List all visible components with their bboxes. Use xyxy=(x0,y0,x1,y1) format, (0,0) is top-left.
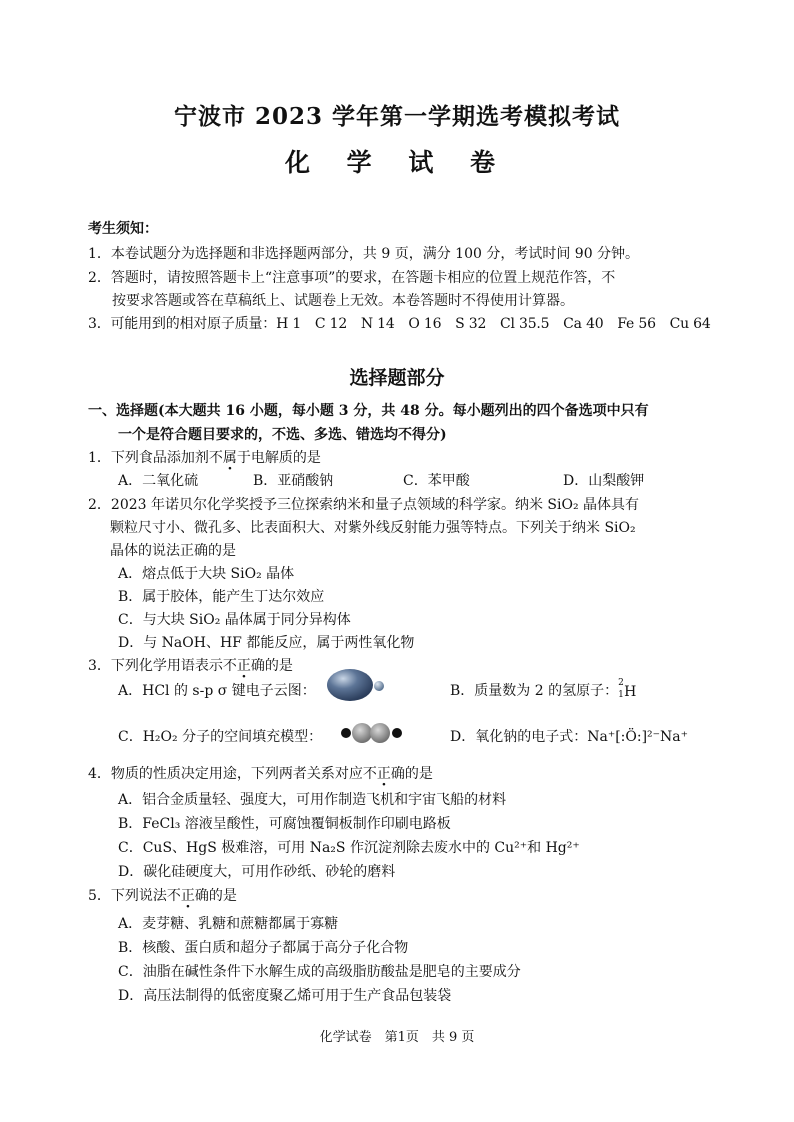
question-3-option-a: A．HCl 的 s-p σ 键电子云图： xyxy=(118,683,316,699)
question-2-option-d: D．与 NaOH、HF 都能反应，属于两性氧化物 xyxy=(118,635,415,651)
question-2-option-a: A．熔点低于大块 SiO₂ 晶体 xyxy=(118,566,295,582)
question-5-stem-post: 的是 xyxy=(208,888,237,904)
question-5-stem-pre: 5．下列说法 xyxy=(88,888,167,904)
question-3-stem-pre: 3．下列化学用语表示 xyxy=(88,658,223,674)
isotope-notation xyxy=(618,678,637,700)
question-1-option-c: C．苯甲酸 xyxy=(403,473,470,489)
question-4-option-b: B．FeCl₃ 溶液呈酸性，可腐蚀覆铜板制作印刷电路板 xyxy=(118,816,451,832)
question-3-stem xyxy=(88,655,293,675)
notice-item-1: 1．本卷试题分为选择题和非选择题两部分，共 9 页，满分 100 分，考试时间 90 分钟。 xyxy=(88,246,640,262)
question-5-option-a: A．麦芽糖、乳糖和蔗糖都属于寡糖 xyxy=(118,916,339,932)
space-filling-model-icon xyxy=(340,720,406,746)
question-3-option-d: D．氧化钠的电子式：Na⁺[:Ö:]²⁻Na⁺ xyxy=(450,729,689,745)
question-5-stem xyxy=(88,885,237,905)
question-3-stem-post: 的是 xyxy=(264,658,293,674)
section-instruction-cont: 一个是符合题目要求的，不选、多选、错选均不得分) xyxy=(118,427,447,443)
question-2-option-b: B．属于胶体，能产生丁达尔效应 xyxy=(118,589,325,605)
question-1-option-b: B．亚硝酸钠 xyxy=(253,473,334,489)
question-4-emphasis: 不正确 xyxy=(362,766,405,782)
notice-item-2: 2．答题时，请按照答题卡上“注意事项”的要求，在答题卡相应的位置上规范作答，不 xyxy=(88,270,616,286)
question-1-stem-post: 电解质的是 xyxy=(250,450,321,466)
notice-item-3: 3．可能用到的相对原子质量：H 1 C 12 N 14 O 16 S 32 Cl 35.5 Ca 40 Fe 56 Cu 64 xyxy=(88,316,711,332)
question-2-stem-cont-2: 晶体的说法正确的是 xyxy=(110,543,236,559)
electron-cloud-icon xyxy=(326,665,388,705)
isotope-symbol: H xyxy=(624,684,637,700)
question-5-option-b: B．核酸、蛋白质和超分子都属于高分子化合物 xyxy=(118,940,409,956)
question-5-option-d: D．高压法制得的低密度聚乙烯可用于生产食品包装袋 xyxy=(118,988,452,1004)
question-2-stem: 2．2023 年诺贝尔化学奖授予三位探索纳米和量子点领域的科学家。纳米 SiO₂ 晶体具有 xyxy=(88,497,640,513)
question-5-emphasis: 不正确 xyxy=(166,888,209,904)
page-footer: 化学试卷 第1页 共 9 页 xyxy=(319,1030,475,1045)
section-title: 选择题部分 xyxy=(349,367,445,389)
question-2-option-c: C．与大块 SiO₂ 晶体属于同分异构体 xyxy=(118,612,351,628)
question-1-option-a: A．二氧化硫 xyxy=(118,473,199,489)
question-4-option-d: D．碳化硅硬度大，可用作砂纸、砂轮的磨料 xyxy=(118,864,396,880)
isotope-mass-number: 2 xyxy=(618,678,624,688)
section-instruction: 一、选择题(本大题共 16 小题，每小题 3 分，共 48 分。每小题列出的四个备选项中只有 xyxy=(88,403,649,419)
question-5-option-c: C．油脂在碱性条件下水解生成的高级脂肪酸盐是肥皂的主要成分 xyxy=(118,964,521,980)
question-1-stem xyxy=(88,447,321,467)
question-1-option-d: D．山梨酸钾 xyxy=(563,473,645,489)
question-4-stem-post: 的是 xyxy=(404,766,433,782)
question-2-stem-cont-1: 颗粒尺寸小、微孔多、比表面积大、对紫外线反射能力强等特点。下列关于纳米 SiO₂ xyxy=(110,520,636,536)
question-3-emphasis: 不正确 xyxy=(222,658,265,674)
question-4-stem xyxy=(88,763,433,783)
isotope-atomic-number: 1 xyxy=(618,690,624,700)
exam-subject-title: 化 学 试 卷 xyxy=(284,148,510,177)
notice-item-2-cont: 按要求答题或答在草稿纸上、试题卷上无效。本卷答题时不得使用计算器。 xyxy=(112,293,574,309)
question-4-stem-pre: 4．物质的性质决定用途，下列两者关系对应 xyxy=(88,766,363,782)
question-3-option-b-text: B．质量数为 2 的氢原子： xyxy=(450,683,619,699)
notice-heading: 考生须知： xyxy=(88,221,158,237)
exam-title: 宁波市 2023 学年第一学期选考模拟考试 xyxy=(173,103,621,130)
question-4-option-c: C．CuS、HgS 极难溶，可用 Na₂S 作沉淀剂除去废水中的 Cu²⁺和 Hg²⁺ xyxy=(118,840,580,856)
question-4-option-a: A．铝合金质量轻、强度大，可用作制造飞机和宇宙飞船的材料 xyxy=(118,792,507,808)
question-1-stem-pre: 1．下列食品添加剂 xyxy=(88,450,209,466)
question-1-emphasis: 不属于 xyxy=(208,450,251,466)
question-3-option-c: C．H₂O₂ 分子的空间填充模型： xyxy=(118,729,323,745)
question-3-option-b xyxy=(450,678,637,700)
